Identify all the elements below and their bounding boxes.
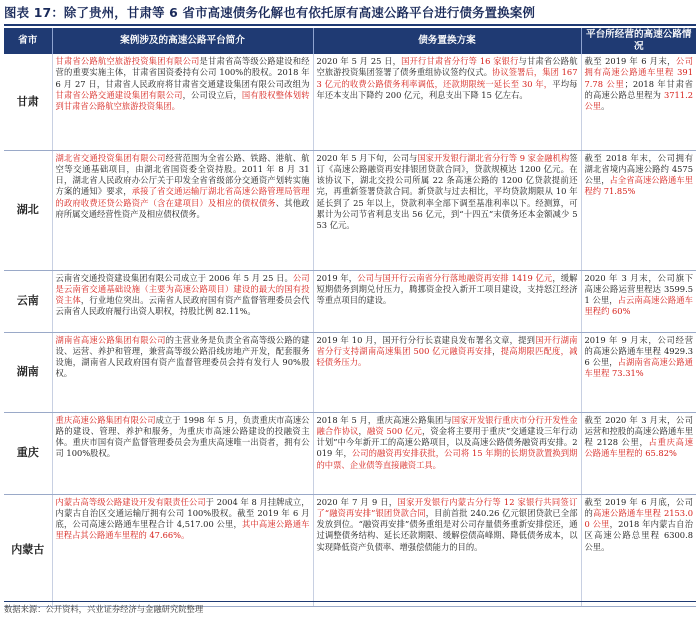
highlight-text: 公司拥有高速公路通车里程 3917.78 公里 — [584, 56, 693, 89]
body-text: 2020 年 7 月 9 日， — [316, 496, 398, 507]
body-text: 2019 年， — [316, 272, 358, 283]
highlight-text: 其中高速公路通车里程占其公路通车里程的 47.66%。 — [55, 519, 310, 541]
highlight-text: 公司的融资再安排获批，公司将 15 年期的长期贷款置换到期的中票、企业债等直接融资工具。 — [316, 448, 578, 470]
table-row — [4, 494, 696, 606]
province-cell: 湖南 — [4, 332, 52, 412]
table-row — [4, 150, 696, 270]
body-text: 。 — [601, 101, 610, 112]
source-note: 数据来源：公开资料，兴业证券经济与金融研究院整理 — [4, 604, 204, 614]
highlight-text: 国有股权整体划转到甘肃省公路航空旅游投资集团。 — [55, 89, 310, 112]
body-text: 截至 2020 年 3 月末，公司运营和控股的高速公路通车里程 2128 公里， — [584, 414, 693, 448]
body-text: ，行业地位突出。云南省人民政府国有资产监督管理委员会代云南省人民政府履行出资人职权，持股比例 82.11%。 — [55, 295, 310, 317]
debt-plan-cell — [313, 332, 581, 412]
debt-plan-cell — [313, 150, 581, 270]
highway-status-cell — [581, 332, 696, 412]
highlight-text: 国开行甘肃省分行等 16 家银行 — [401, 56, 519, 66]
platform-intro-cell — [52, 150, 313, 270]
body-text: 截至 2019 年 6 月底，公司的 — [584, 496, 693, 518]
highlight-text: 公司与国开行云南省分行落地融资再安排 1419 亿元 — [357, 272, 553, 283]
body-text: 的主营业务是负责全省高等级公路的建设、运营、养护和管理，兼营高等级公路沿线房地产开发，配套服务设施，湖南省人民政府国有资产监督管理委员会持有发行人 90%股权。 — [55, 334, 310, 379]
body-text: ，资金将主要用于重庆“交通建设三年行动计划”中今年新开工的高速公路项目，以及高速公路债务融资再安排。2019 年， — [316, 425, 578, 459]
title-rule — [4, 24, 696, 26]
highlight-text: 国开行湖南省分行支持湖南高速集团 500 亿元融资再安排 — [316, 334, 578, 356]
body-text: ，目前首批 240.26 亿元银团贷款已全部发放到位。“融资再安排”债务重组是对公司存量债务重新安排偿还，通过调整债务结构、延长还款期限、缓解偿债高峰期、降低债务成本，以实现降低资产负债率、增强偿债能力的目的。 — [316, 507, 578, 552]
platform-intro-cell — [52, 332, 313, 412]
table-row — [4, 54, 696, 150]
body-text: 、其他政府所属交通经营性资产及相应债权债务。 — [55, 197, 310, 219]
highlight-text: 提高期限匹配度，减轻债务压力。 — [316, 345, 578, 368]
platform-intro-cell — [52, 270, 313, 332]
province-cell: 甘肃 — [4, 54, 52, 150]
body-text: 截至 2019 年 6 月末， — [584, 56, 676, 66]
table-header-row — [4, 28, 696, 54]
body-text: 2020 年 5 月 25 日， — [316, 56, 402, 66]
body-text: 经营范围为全省公路、铁路、港航、航空等交通基础项目，由湖北省国资委全资持股。2011 年 8 月 31 日，湖北省人民政府办公厅关于印发全省省级部分交通资产划转实施方案的通知》要求， — [55, 152, 310, 197]
highway-status-cell — [581, 412, 696, 494]
debt-plan-cell — [313, 54, 581, 150]
platform-intro-cell — [52, 494, 313, 606]
bottom-rule — [4, 601, 696, 602]
figure-title: 图表 17：除了贵州，甘肃等 6 省市高速债务化解也有依托原有高速公路平台进行债务置换案例 — [4, 5, 536, 20]
highlight-text: 协议签署后，集团 1673 亿元的收费公路债务利率调低，还款期限统一延长至 30 年， — [316, 67, 578, 89]
highlight-text: 湖北省交通投资集团有限公司 — [55, 152, 166, 163]
body-text: 2019 年 9 月末，公司经营的高速公路通车里程 4929.36 公里， — [584, 334, 693, 368]
header-province: 省市 — [4, 28, 52, 54]
header-platform-intro: 案例涉及的高速公路平台简介 — [52, 28, 313, 54]
highlight-text: 公司是云南省交通基础设施（主要为高速公路项目）建设的最大的国有投资主体 — [55, 272, 310, 306]
table-row — [4, 412, 696, 494]
header-debt-plan: 债务置换方案 — [313, 28, 581, 54]
platform-intro-cell — [52, 54, 313, 150]
highway-status-cell — [581, 494, 696, 606]
body-text: ， — [358, 425, 367, 436]
highlight-text: 3711.2 公里 — [584, 89, 693, 112]
body-text: 平均每年还本支出下降约 200 亿元，利息支出下降 15 亿左右。 — [316, 78, 578, 100]
table-row — [4, 270, 696, 332]
body-text: ；2018 年甘肃省的高速公路总里程为 — [584, 78, 693, 100]
table-row — [4, 332, 696, 412]
body-text: ， — [492, 345, 501, 356]
highlight-text: 融资 500 亿元 — [366, 425, 422, 436]
province-cell: 重庆 — [4, 412, 52, 494]
highlight-text: 占湖南省高速公路通车里程 73.31% — [584, 357, 693, 379]
highlight-text: 高速公路通车里程 2153.00 公里 — [584, 507, 693, 530]
highlight-text: 内蒙古高等级公路建设开发有限责任公司 — [55, 496, 206, 507]
body-text: ，缓解短期债务到期兑付压力，腾挪资金投入新开工项目建设，支持怒江经济等重点项目的建设。 — [316, 272, 578, 306]
body-text: 2020 年 5 月下旬，公司与 — [316, 152, 418, 163]
debt-plan-cell — [313, 412, 581, 494]
header-highway-status: 平台所经营的高速公路情况 — [581, 28, 696, 54]
body-text: 截至 2018 年末，公司拥有湖北省境内高速公路约 4575 公里， — [584, 152, 693, 186]
highlight-text: 国家开发银行湖北省分行等 9 家金融机构 — [417, 152, 570, 163]
province-cell: 湖北 — [4, 150, 52, 270]
highway-status-cell — [581, 54, 696, 150]
highlight-text: 占全省高速公路通车里程约 71.85% — [584, 175, 693, 197]
body-text: 与甘肃省公路航空旅游投资集团签署了债务重组协议签约仪式。 — [316, 56, 578, 78]
body-text: 2020 年 3 月末，公司旗下高速公路运营里程达 3599.51 公里， — [584, 272, 693, 306]
highlight-text: 甘肃省公路交通建设集团有限公司 — [55, 89, 183, 100]
platform-intro-cell — [52, 412, 313, 494]
body-text: 云南省交通投资建设集团有限公司成立于 2006 年 5 月 25 日。 — [55, 272, 293, 283]
highlight-text: 占重庆高速公路通车里程的 65.82% — [584, 437, 693, 459]
body-text: 2019 年 10 月，国开行分行长袁建良发布署名文章，提到 — [316, 334, 536, 345]
body-text: 是甘肃省高等级公路建设和经营的重要实施主体，甘肃省国资委持有公司 100%的股权。2018 年 6 月 27 日，甘肃省人民政府将甘肃省交通建设集团有限公司改组为 — [55, 56, 310, 89]
province-cell: 云南 — [4, 270, 52, 332]
highlight-text: 国家开发银行重庆市分行开发性金融合作协议 — [316, 414, 578, 436]
body-text: 2018 年 5 月，重庆高速公路集团与 — [316, 414, 452, 425]
highlight-text: 湖南省高速公路集团有限公司 — [55, 334, 166, 345]
body-text: ，公司设立后， — [182, 89, 242, 100]
highlight-text: 重庆高速公路集团有限公司 — [55, 414, 156, 425]
debt-plan-cell — [313, 270, 581, 332]
debt-plan-cell — [313, 494, 581, 606]
body-text: 于 2004 年 8 月挂牌成立，内蒙古自治区交通运输厅拥有公司 100%股权。截至 2019 年 6 月底，公司高速公路通车里程合计 4,517.00 公里， — [55, 496, 310, 530]
body-text: 成立于 1998 年 5 月，负责重庆市高速公路的建设、管理、养护和服务，为重庆市高速公路建设的投融资主体。重庆市国有资产监督管理委员会为重庆高速唯一出资者，拥有公司 100%股权。 — [55, 414, 310, 459]
highlight-text: 占云南高速公路通车里程约 60% — [584, 295, 693, 317]
body-text: ，2018 年内蒙古自治区高速公路总里程 6300.8 公里。 — [584, 519, 693, 552]
highway-status-cell — [581, 270, 696, 332]
highway-status-cell — [581, 150, 696, 270]
highlight-text: 国家开发银行内蒙古分行等 12 家银行共同签订了“融资再安排”银团贷款合同 — [316, 496, 578, 518]
province-cell: 内蒙古 — [4, 494, 52, 606]
body-text: 签订《高速公路融资再安排银团贷款合同》，贷款规模达 1200 亿元。在该协议下，湖北交投公司所属 22 条高速公路的 1200 亿贷款提前还完，再重新签署贷款合同。新贷款与过去相比，平均贷款期限从 10 年延长到了 25 年以上，贷款利率全部下调至基准利率以下。经测算，可累计为公司节省利息支出 56 亿元，到“十四五”末债务还本金额减少 553 亿元。 — [316, 152, 578, 231]
debt-swap-table — [4, 28, 696, 607]
highlight-text: 甘肃省公路航空旅游投资集团有限公司 — [55, 56, 200, 66]
highlight-text: 承接了省交通运输厅湖北省高速公路管理局管理的政府收费还贷公路资产（含在建项目）及相应的债权债务 — [55, 186, 310, 208]
